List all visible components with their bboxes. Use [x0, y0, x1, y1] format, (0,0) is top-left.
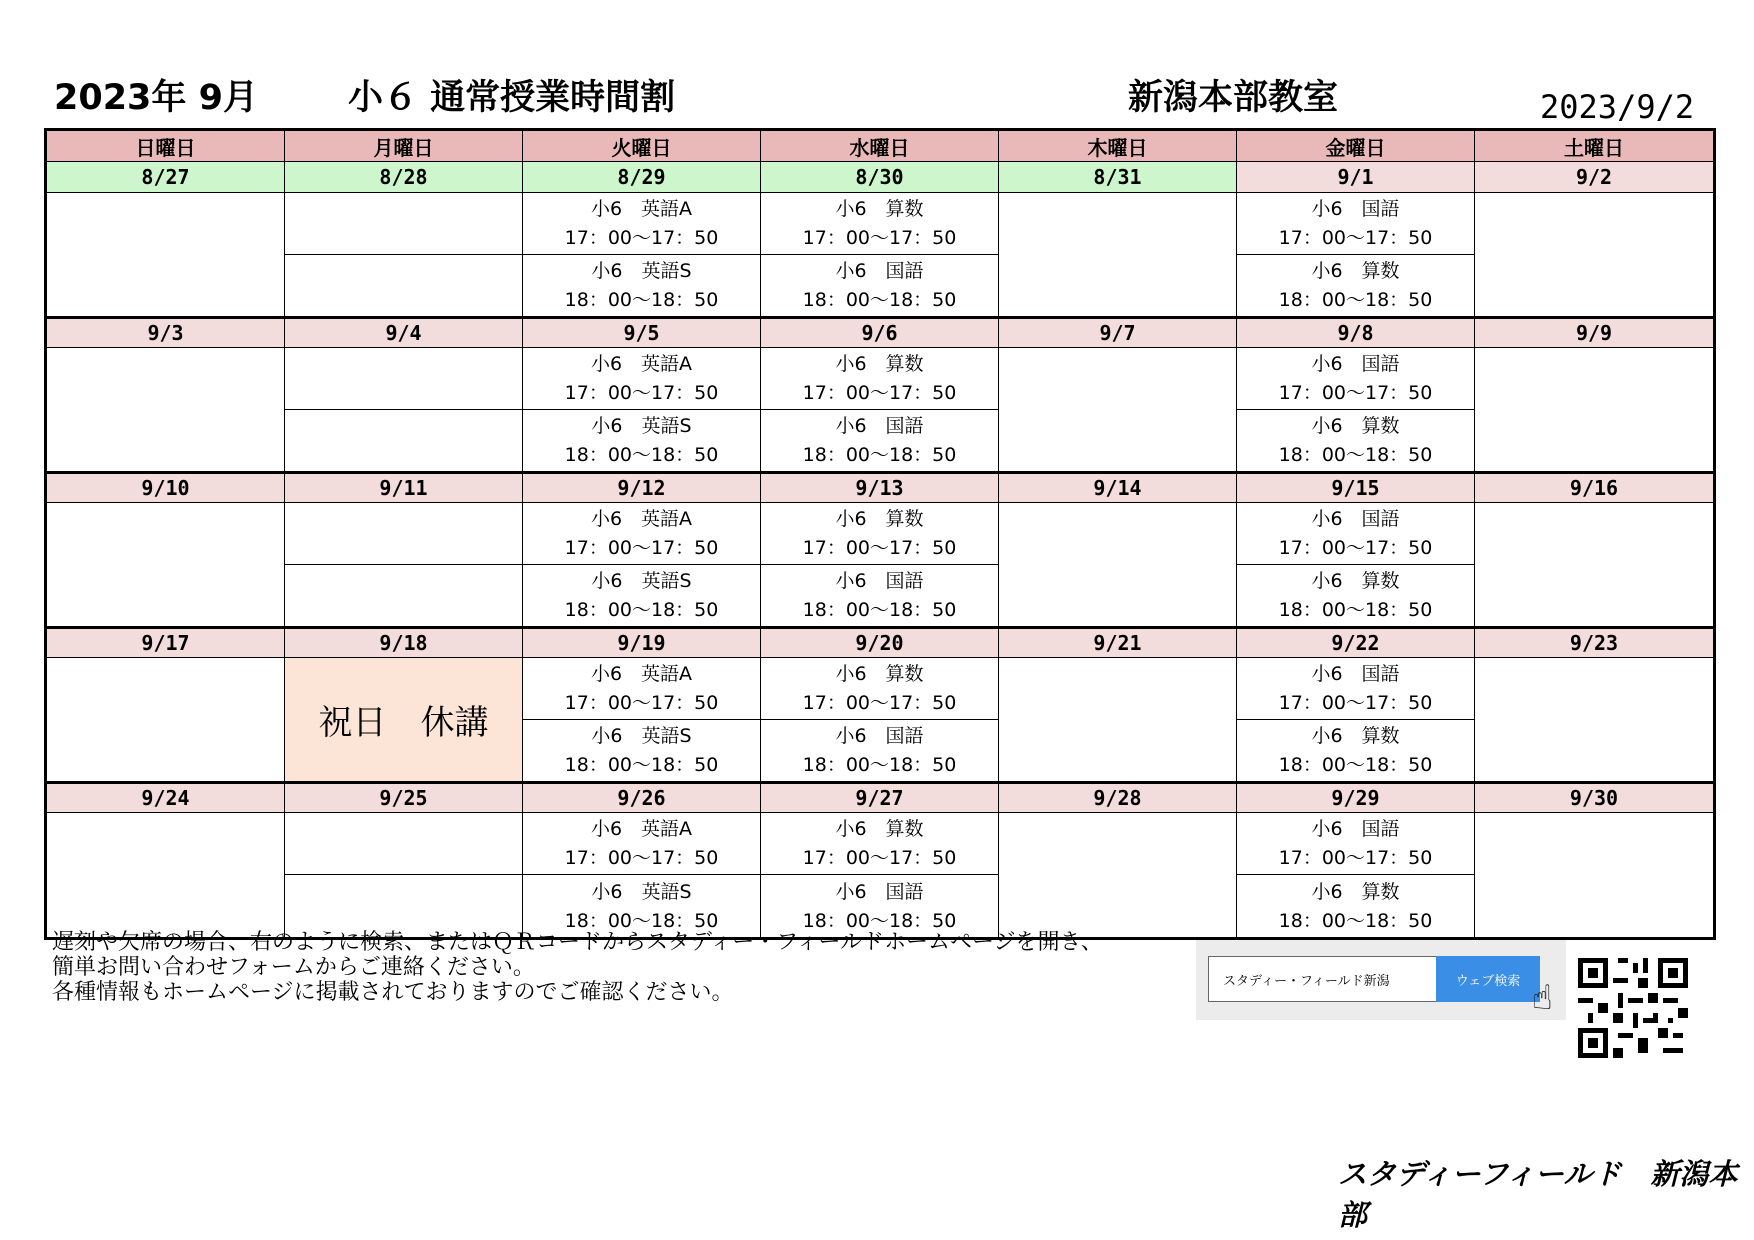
lesson-slot: [1237, 720, 1475, 782]
lesson-name: 小6 算数: [835, 508, 924, 531]
pointer-hand-icon: ☝: [1532, 978, 1553, 1018]
lesson-slot: [761, 255, 999, 317]
lesson-slot: [999, 658, 1237, 782]
lesson-slot: [285, 255, 523, 317]
note-line: 各種情報もホームページに掲載されておりますのでご確認ください。: [52, 980, 734, 1005]
lesson-name: 小6 英語A: [590, 818, 693, 841]
qr-code[interactable]: [1578, 958, 1688, 1058]
lesson-time: 18：00～18：50: [564, 598, 719, 621]
date-cell: 9/12: [523, 472, 761, 503]
lesson-time: 18：00～18：50: [802, 598, 957, 621]
lesson-slot: [761, 875, 999, 937]
lesson-name: 小6 英語S: [591, 725, 692, 748]
date-cell: 9/14: [999, 472, 1237, 503]
date-cell: 8/30: [761, 162, 999, 193]
lesson-name: 小6 英語S: [591, 260, 692, 283]
lesson-slot: [1237, 410, 1475, 472]
lesson-slot: [285, 193, 523, 255]
lesson-slot: [999, 503, 1237, 627]
lesson-name: 小6 英語A: [590, 508, 693, 531]
date-cell: 9/22: [1237, 627, 1475, 658]
lesson-time: 18：00～18：50: [1278, 753, 1433, 776]
date-cell: 9/24: [47, 782, 285, 813]
date-cell: 9/26: [523, 782, 761, 813]
lesson-slot: [1475, 348, 1713, 472]
notes-block: [52, 930, 1103, 1005]
lesson-time: 18：00～18：50: [564, 288, 719, 311]
day-header: 日曜日: [47, 131, 285, 162]
lesson-time: 17：00～17：50: [1278, 536, 1433, 559]
lesson-time: 17：00～17：50: [802, 846, 957, 869]
date-cell: 9/20: [761, 627, 999, 658]
date-cell: 9/25: [285, 782, 523, 813]
lesson-slot: [523, 658, 761, 720]
lesson-name: 小6 国語: [1311, 818, 1400, 841]
lesson-name: 小6 英語A: [590, 663, 693, 686]
lesson-slot: [1237, 503, 1475, 565]
lesson-time: 17：00～17：50: [564, 226, 719, 249]
lesson-name: 小6 国語: [835, 260, 924, 283]
school-name: 新潟本部教室: [1128, 78, 1339, 118]
lesson-slot: [999, 348, 1237, 472]
lesson-time: 17：00～17：50: [1278, 226, 1433, 249]
lesson-slot: [523, 348, 761, 410]
day-header: 火曜日: [523, 131, 761, 162]
lesson-slot: [1237, 255, 1475, 317]
lesson-name: 小6 算数: [835, 818, 924, 841]
lesson-slot: [1237, 875, 1475, 937]
calendar-grid: [44, 128, 1716, 940]
lesson-slot: [523, 193, 761, 255]
lesson-slot: [523, 410, 761, 472]
date-cell: 8/29: [523, 162, 761, 193]
lesson-slot: [285, 875, 523, 937]
lesson-time: 17：00～17：50: [802, 226, 957, 249]
web-search-button[interactable]: ウェブ検索: [1436, 956, 1540, 1002]
search-input[interactable]: スタディー・フィールド新潟: [1208, 956, 1438, 1002]
date-cell: 9/13: [761, 472, 999, 503]
footer-brand: スタディーフィールド 新潟本部: [1338, 1157, 1738, 1232]
holiday-notice: 祝日 休講: [285, 658, 523, 782]
lesson-slot: [523, 720, 761, 782]
lesson-name: 小6 算数: [835, 198, 924, 221]
note-line: 簡単お問い合わせフォームからご連絡ください。: [52, 955, 535, 980]
lesson-time: 17：00～17：50: [802, 381, 957, 404]
date-cell: 9/6: [761, 317, 999, 348]
lesson-name: 小6 国語: [1311, 198, 1400, 221]
lesson-time: 18：00～18：50: [1278, 443, 1433, 466]
date-cell: 9/15: [1237, 472, 1475, 503]
lesson-name: 小6 国語: [835, 570, 924, 593]
date-cell: 9/23: [1475, 627, 1713, 658]
date-cell: 9/5: [523, 317, 761, 348]
date-cell: 9/9: [1475, 317, 1713, 348]
date-cell: 9/2: [1475, 162, 1713, 193]
date-cell: 8/27: [47, 162, 285, 193]
lesson-name: 小6 算数: [1311, 725, 1400, 748]
lesson-slot: [1475, 503, 1713, 627]
lesson-slot: [285, 410, 523, 472]
lesson-time: 18：00～18：50: [1278, 288, 1433, 311]
lesson-name: 小6 英語A: [590, 198, 693, 221]
lesson-slot: [47, 503, 285, 627]
date-cell: 9/28: [999, 782, 1237, 813]
lesson-time: 17：00～17：50: [802, 691, 957, 714]
lesson-slot: [1475, 813, 1713, 937]
lesson-time: 18：00～18：50: [564, 443, 719, 466]
date-cell: 9/3: [47, 317, 285, 348]
lesson-slot: [1475, 658, 1713, 782]
lesson-name: 小6 国語: [835, 415, 924, 438]
lesson-time: 17：00～17：50: [564, 381, 719, 404]
lesson-slot: [761, 410, 999, 472]
date-cell: 9/19: [523, 627, 761, 658]
lesson-name: 小6 算数: [835, 353, 924, 376]
lesson-time: 18：00～18：50: [802, 288, 957, 311]
date-cell: 9/1: [1237, 162, 1475, 193]
date-cell: 8/28: [285, 162, 523, 193]
schedule-title: 小６ 通常授業時間割: [348, 78, 676, 118]
date-cell: 9/17: [47, 627, 285, 658]
date-cell: 9/27: [761, 782, 999, 813]
date-cell: 9/7: [999, 317, 1237, 348]
date-cell: 9/21: [999, 627, 1237, 658]
date-cell: 9/8: [1237, 317, 1475, 348]
lesson-time: 17：00～17：50: [1278, 691, 1433, 714]
lesson-slot: [285, 813, 523, 875]
lesson-time: 17：00～17：50: [802, 536, 957, 559]
lesson-slot: [1237, 193, 1475, 255]
search-example: [1196, 940, 1566, 1020]
date-cell: 9/30: [1475, 782, 1713, 813]
lesson-time: 17：00～17：50: [564, 691, 719, 714]
lesson-slot: [523, 503, 761, 565]
date-cell: 9/29: [1237, 782, 1475, 813]
lesson-slot: [47, 348, 285, 472]
day-header: 土曜日: [1475, 131, 1713, 162]
lesson-slot: [761, 658, 999, 720]
lesson-time: 18：00～18：50: [802, 753, 957, 776]
lesson-name: 小6 国語: [835, 725, 924, 748]
lesson-name: 小6 英語S: [591, 570, 692, 593]
lesson-name: 小6 英語S: [591, 880, 692, 903]
lesson-slot: [47, 813, 285, 937]
lesson-slot: [523, 255, 761, 317]
lesson-slot: [761, 565, 999, 627]
date-cell: 9/16: [1475, 472, 1713, 503]
lesson-time: 17：00～17：50: [564, 846, 719, 869]
lesson-name: 小6 算数: [835, 663, 924, 686]
day-header: 水曜日: [761, 131, 999, 162]
day-header: 月曜日: [285, 131, 523, 162]
day-header: 金曜日: [1237, 131, 1475, 162]
lesson-name: 小6 国語: [835, 880, 924, 903]
lesson-time: 17：00～17：50: [564, 536, 719, 559]
lesson-time: 18：00～18：50: [1278, 909, 1433, 932]
lesson-slot: [285, 503, 523, 565]
lesson-slot: [47, 658, 285, 782]
lesson-slot: [1237, 813, 1475, 875]
lesson-name: 小6 算数: [1311, 415, 1400, 438]
lesson-name: 小6 英語S: [591, 415, 692, 438]
month-heading: 2023年 9月: [54, 78, 258, 118]
date-cell: 9/11: [285, 472, 523, 503]
date-cell: 9/18: [285, 627, 523, 658]
lesson-slot: [1237, 565, 1475, 627]
lesson-slot: [47, 193, 285, 317]
date-cell: 9/4: [285, 317, 523, 348]
lesson-time: 17：00～17：50: [1278, 846, 1433, 869]
lesson-name: 小6 国語: [1311, 353, 1400, 376]
lesson-slot: [523, 875, 761, 937]
lesson-time: 18：00～18：50: [1278, 598, 1433, 621]
date-cell: 8/31: [999, 162, 1237, 193]
lesson-slot: [1237, 348, 1475, 410]
lesson-name: 小6 国語: [1311, 508, 1400, 531]
lesson-slot: [999, 193, 1237, 317]
lesson-slot: [285, 565, 523, 627]
lesson-name: 小6 算数: [1311, 570, 1400, 593]
lesson-slot: [523, 565, 761, 627]
lesson-slot: [761, 193, 999, 255]
lesson-slot: [761, 348, 999, 410]
lesson-slot: [523, 813, 761, 875]
note-line: 遅刻や欠席の場合、右のように検索、またはＱＲコードからスタディー・フィールドホームページを開き、: [52, 930, 1103, 955]
lesson-time: 17：00～17：50: [1278, 381, 1433, 404]
lesson-name: 小6 算数: [1311, 880, 1400, 903]
lesson-name: 小6 英語A: [590, 353, 693, 376]
lesson-slot: [761, 503, 999, 565]
date-cell: 9/10: [47, 472, 285, 503]
lesson-time: 18：00～18：50: [564, 753, 719, 776]
lesson-time: 18：00～18：50: [564, 909, 719, 932]
lesson-time: 18：00～18：50: [802, 443, 957, 466]
lesson-time: 18：00～18：50: [802, 909, 957, 932]
issue-date: 2023/9/2: [1540, 88, 1695, 126]
lesson-slot: [285, 348, 523, 410]
lesson-name: 小6 国語: [1311, 663, 1400, 686]
lesson-slot: [1237, 658, 1475, 720]
lesson-name: 小6 算数: [1311, 260, 1400, 283]
lesson-slot: [761, 813, 999, 875]
lesson-slot: [761, 720, 999, 782]
lesson-slot: [999, 813, 1237, 937]
lesson-slot: [1475, 193, 1713, 317]
day-header: 木曜日: [999, 131, 1237, 162]
